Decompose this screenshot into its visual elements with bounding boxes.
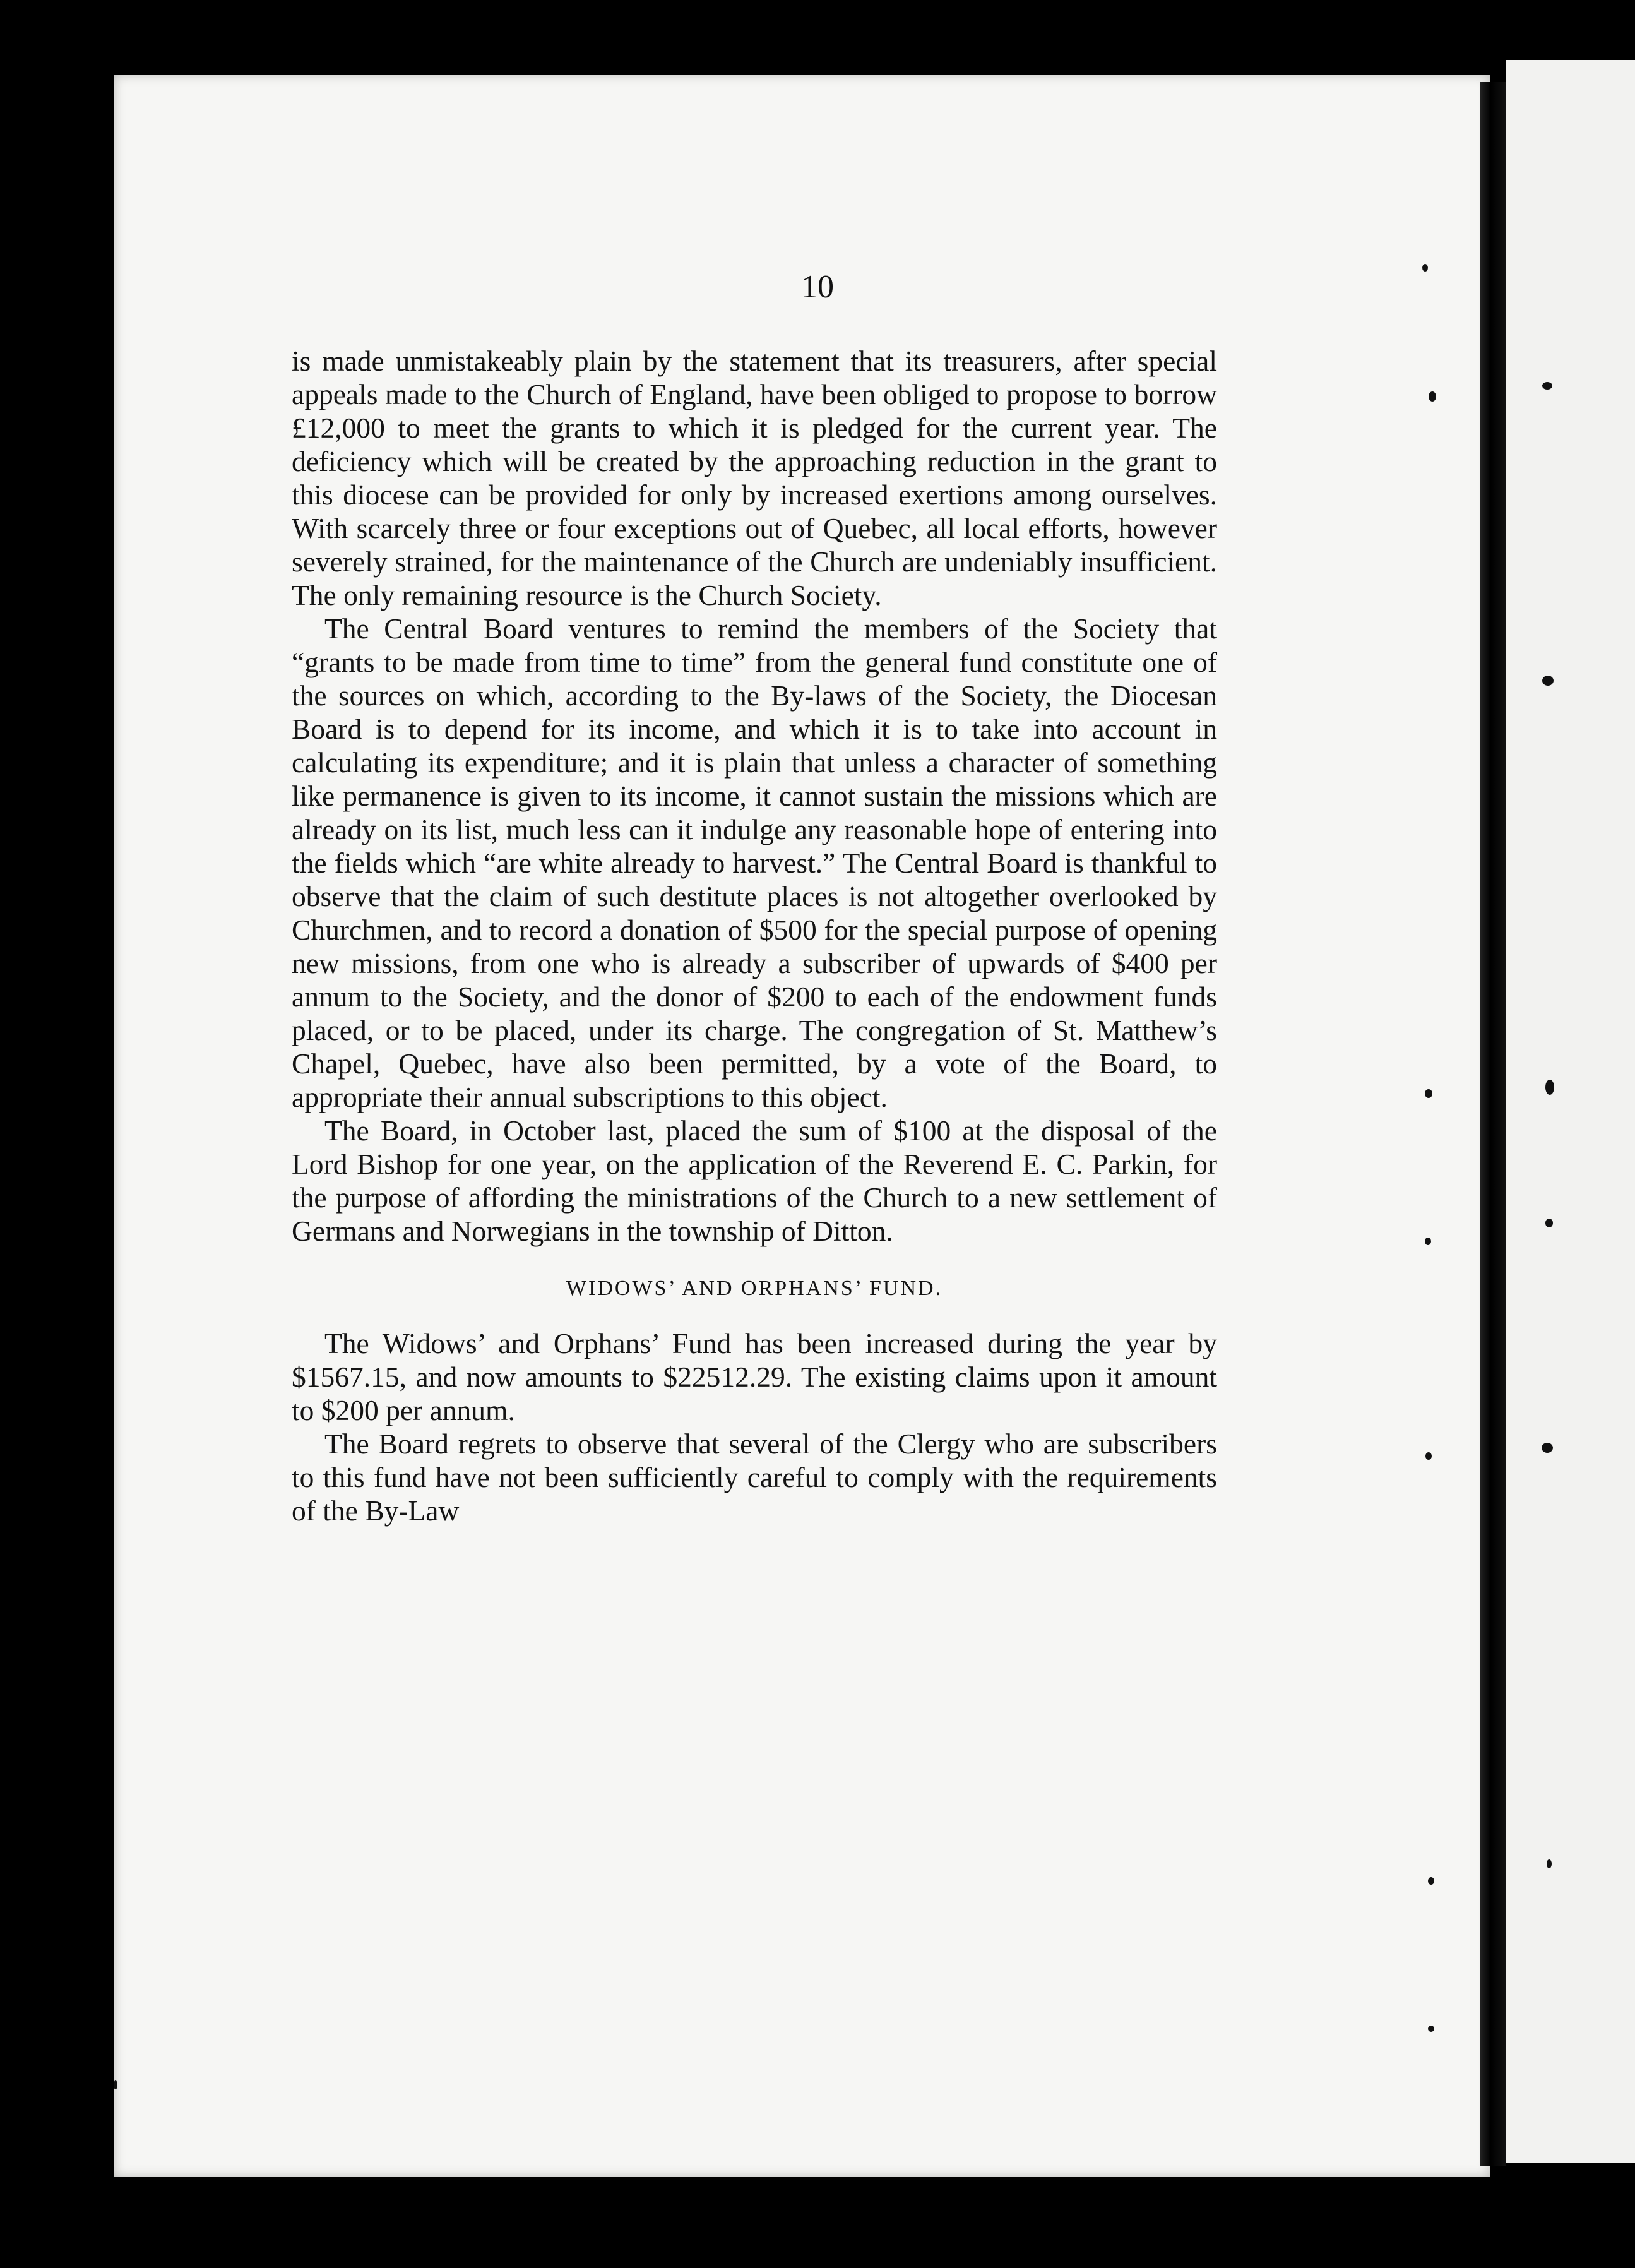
scan-speck (1545, 1219, 1553, 1227)
page-number: 10 (801, 269, 834, 305)
adjacent-page-edge (1506, 60, 1635, 2163)
scan-speck (1542, 382, 1552, 390)
scan-speck (1542, 676, 1554, 686)
section-heading: WIDOWS’ AND ORPHANS’ FUND. (566, 1277, 943, 1300)
paragraph-continued: is made unmistakeably plain by the statement that its treasurers, after special appeals made to the Church of England, have been obliged to propose to borrow £12,000 to meet the grants to which it is pledged for the current year. The deficiency which will be created by the approaching reduction in the grant to this diocese can be provided for only by increased exertions among ourselves. With scarcely three or four exceptions out of Quebec, all local efforts, however severely strained, for the maintenance of the Church are undeniably insufficient. The only remaining resource is the Church Society. (292, 345, 1217, 611)
scan-speck (1425, 1452, 1432, 1460)
paragraph-october-grant: The Board, in October last, placed the sum of $100 at the disposal of the Lord Bishop for one year, on the application of the Reverend E. C. Parkin, for the purpose of affording the ministrations of the Church to a new settlement of Germans and Norwegians in the township of Ditton. (292, 1114, 1217, 1247)
body-text (292, 344, 1217, 1527)
scan-speck (1428, 1877, 1434, 1885)
scan-speck (1425, 1089, 1432, 1098)
scan-speck (114, 2080, 117, 2089)
scan-speck (1428, 2026, 1434, 2032)
scan-speck (1425, 1238, 1431, 1245)
paragraph-fund-increase: The Widows’ and Orphans’ Fund has been increased during the year by $1567.15, and now amounts to $22512.29. The existing claims upon it amount to $200 per annum. (292, 1327, 1217, 1426)
scan-speck (1542, 1443, 1553, 1453)
scan-speck (1545, 1080, 1554, 1095)
scan-speck (1547, 1859, 1552, 1868)
page-binding-shadow (1480, 82, 1506, 2166)
scan-speck (1429, 391, 1436, 402)
paragraph-clergy-subscribers: The Board regrets to observe that several of the Clergy who are subscribers to this fund have not been sufficiently careful to comply with the requirements of the By-Law (292, 1428, 1217, 1527)
paragraph-central-board: The Central Board ventures to remind the members of the Society that “grants to be made from time to time” from the general fund constitute one of the sources on which, according to the By-laws of the Society, the Diocesan Board is to depend for its income, and which it is to take into account in calculating its expenditure; and it is plain that unless a character of something like permanence is given to its income, it cannot sustain the missions which are already on its list, much less can it indulge any reasonable hope of entering into the fields which “are white already to harvest.” The Central Board is thankful to observe that the claim of such destitute places is not altogether overlooked by Churchmen, and to record a donation of $500 for the special purpose of opening new missions, from one who is already a subscriber of upwards of $400 per annum to the Society, and the donor of $200 to each of the endowment funds placed, or to be placed, under its charge. The congregation of St. Matthew’s Chapel, Quebec, have also been permitted, by a vote of the Board, to appropriate their annual subscriptions to this object. (292, 612, 1217, 1113)
